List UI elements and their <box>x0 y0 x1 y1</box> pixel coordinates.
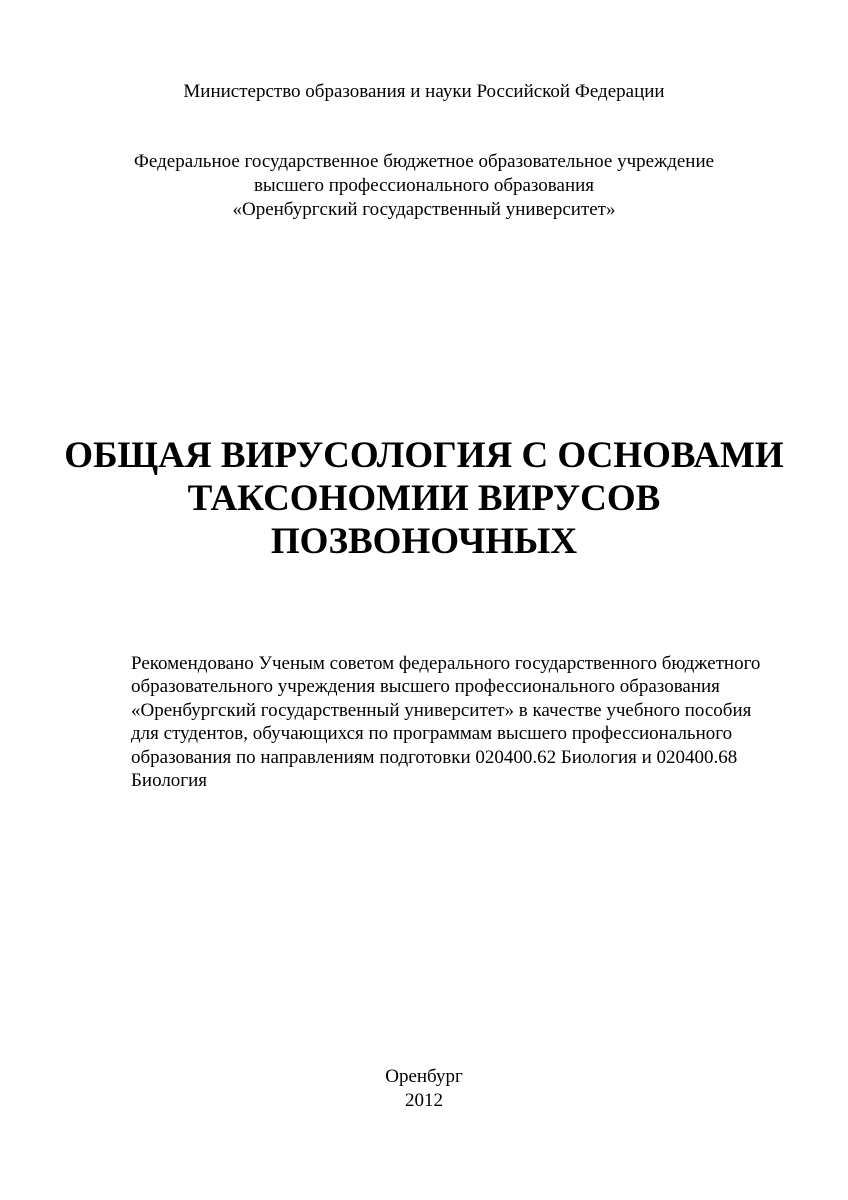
imprint-year: 2012 <box>405 1090 443 1111</box>
imprint-city: Оренбург <box>385 1066 463 1087</box>
institution-block <box>0 150 848 222</box>
recommendation-line: для студентов, обучающихся по программам высшего профессионального <box>131 723 733 745</box>
recommendation-line: образования по направлениям подготовки 020400.62 Биология и 020400.68 <box>131 746 738 768</box>
title-line: ОБЩАЯ ВИРУСОЛОГИЯ С ОСНОВАМИ <box>64 435 784 476</box>
recommendation-line: образовательного учреждения высшего профессионального образования <box>131 676 720 698</box>
institution-line: «Оренбургский государственный университет» <box>232 199 616 220</box>
title-line: ТАКСОНОМИИ ВИРУСОВ <box>187 478 661 519</box>
ministry-name: Министерство образования и науки Российской Федерации <box>183 81 665 102</box>
imprint <box>0 1065 848 1113</box>
recommendation-line: Рекомендовано Ученым советом федерального государственного бюджетного <box>131 653 761 674</box>
title-line: ПОЗВОНОЧНЫХ <box>270 521 578 562</box>
institution-line: Федеральное государственное бюджетное образовательное учреждение <box>133 151 715 172</box>
institution-line: высшего профессионального образования <box>253 175 595 196</box>
recommendation-text <box>131 652 811 792</box>
document-title <box>0 434 848 563</box>
recommendation-line: «Оренбургский государственный университет» в качестве учебного пособия <box>131 699 752 721</box>
recommendation-line: Биология <box>131 770 208 792</box>
